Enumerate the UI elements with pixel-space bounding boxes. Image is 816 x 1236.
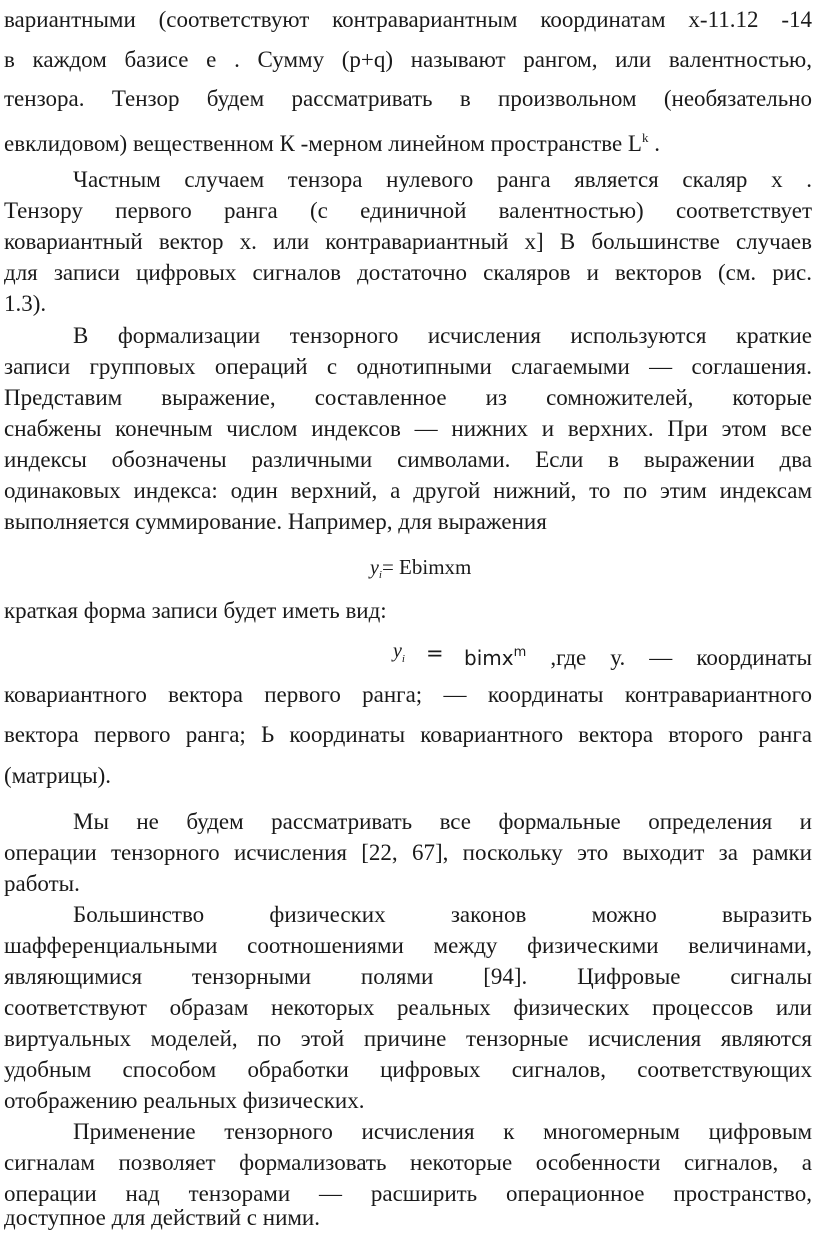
- formula-variable: y: [370, 557, 379, 579]
- formula-term: bimx: [464, 646, 514, 670]
- text-line: работы.: [4, 871, 80, 896]
- superscript: k: [641, 130, 649, 145]
- formula-subscript: i: [378, 569, 382, 581]
- formula-expression: = Ebimxm: [381, 555, 472, 579]
- text-line: являющимися тензорными полями [94]. Цифровые сигналы: [4, 964, 812, 989]
- formula-equals: =: [426, 641, 444, 665]
- text-line: Представим выражение, составленное из сомножителей, которые: [4, 385, 812, 410]
- text-line: краткая форма записи будет иметь вид:: [4, 598, 387, 623]
- text-line: в каждом базисе е . Сумму (р+q) называют рангом, или валентностью,: [4, 47, 812, 72]
- text-line: вариантными (соответствуют контравариантным координатам х-11.12 -14: [4, 7, 812, 32]
- superscript: m: [513, 645, 527, 660]
- text-line: соответствуют образам некоторых реальных физических процессов или: [4, 995, 812, 1020]
- text-line: 1.3).: [4, 291, 47, 316]
- formula-variable-letter: y: [393, 640, 402, 662]
- formula-subscript: i: [401, 653, 405, 665]
- text-line: для записи цифровых сигналов достаточно скаляров и векторов (см. рис.: [4, 260, 812, 285]
- formula-short-form: [4, 636, 812, 672]
- text-line: В формализации тензорного исчисления используются краткие: [73, 323, 812, 348]
- formula-expression: [464, 646, 526, 670]
- text-line: сигналам позволяет формализовать некоторые особенности сигналов, а: [4, 1150, 812, 1175]
- text-line: Применение тензорного исчисления к многомерным цифровым: [73, 1119, 812, 1144]
- text-line: отображению реальных физических.: [4, 1088, 365, 1113]
- text-line: операции над тензорами — расширить операционное пространство,: [4, 1181, 812, 1206]
- text-line: операции тензорного исчисления [22, 67], поскольку это выходит за рамки: [4, 840, 812, 865]
- text-line: Большинство физических законов можно выразить: [73, 902, 812, 927]
- text-line: снабжены конечным числом индексов — нижних и верхних. При этом все: [4, 416, 812, 441]
- text-line: Тензору первого ранга (с единичной валентностью) соответствует: [4, 198, 812, 223]
- text-line: (матрицы).: [4, 763, 111, 788]
- text-line: шафференциальными соотношениями между физическими величинами,: [4, 933, 812, 958]
- formula-sum: [370, 552, 471, 590]
- text-line: одинаковых индекса: один верхний, а другой нижний, то по этим индексам: [4, 478, 812, 503]
- text-segment: ,где у. — координаты: [550, 645, 813, 670]
- text-line: Мы не будем рассматривать все формальные определения и: [73, 809, 812, 834]
- formula-continuation: [464, 638, 812, 673]
- text-line: [4, 123, 812, 159]
- text-line: виртуальных моделей, по этой причине тензорные исчисления являются: [4, 1026, 812, 1051]
- text-line: Частным случаем тензора нулевого ранга является скаляр х .: [73, 167, 812, 192]
- text-line: тензора. Тензор будем рассматривать в произвольном (необязательно: [4, 86, 812, 111]
- formula-variable: [393, 636, 405, 674]
- text-line: доступное для действий с ними.: [4, 1205, 320, 1230]
- text-line: вектора первого ранга; Ь координаты ковариантного вектора второго ранга: [4, 722, 812, 747]
- text-line: индексы обозначены различными символами. Если в выражении два: [4, 447, 812, 472]
- text-line: ковариантный вектор х. или контравариантный х] В большинстве случаев: [4, 229, 812, 254]
- text-line: ковариантного вектора первого ранга; — координаты контравариантного: [4, 682, 812, 707]
- text-line: удобным способом обработки цифровых сигналов, соответствующих: [4, 1057, 812, 1082]
- text-segment: .: [648, 131, 660, 156]
- text-line: записи групповых операций с однотипными слагаемыми — соглашения.: [4, 354, 812, 379]
- text-segment: евклидовом) вещественном К -мерном линейном пространстве L: [4, 131, 642, 156]
- text-line: выполняется суммирование. Например, для выражения: [4, 509, 547, 534]
